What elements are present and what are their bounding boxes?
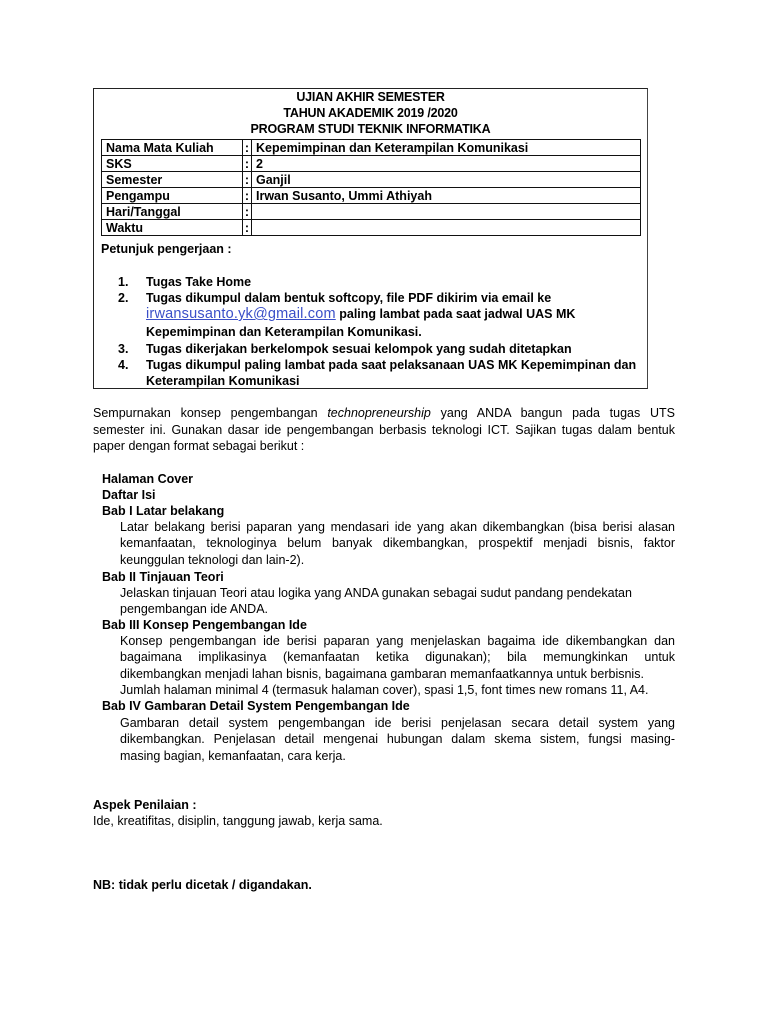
assessment-criteria: Ide, kreatifitas, disiplin, tanggung jawab, kerja sama. [93, 814, 383, 828]
row-value [252, 204, 641, 220]
item-number: 3. [118, 342, 129, 356]
item-text: Tugas dikerjakan berkelompok sesuai kelompok yang sudah ditetapkan [146, 342, 572, 356]
outline-toc: Daftar Isi [102, 488, 156, 502]
study-program: PROGRAM STUDI TEKNIK INFORMATIKA [250, 122, 491, 136]
row-label: Waktu [102, 220, 243, 236]
intro-italic-term: technopreneurship [327, 406, 431, 420]
course-info-table [101, 139, 641, 236]
note: NB: tidak perlu dicetak / digandakan. [93, 878, 312, 892]
section-description [120, 585, 675, 618]
row-value: Kepemimpinan dan Keterampilan Komunikasi [252, 140, 641, 156]
item-text: Kepemimpinan dan Keterampilan Komunikasi. [146, 325, 422, 339]
outline-cover: Halaman Cover [102, 472, 194, 486]
section-line: Gambaran detail system pengembangan ide berisi penjelasan secara detail system yang [120, 716, 675, 730]
section-line: masing bagian, kemanfaatan, cara kerja. [120, 748, 346, 763]
item-text-email-line [146, 306, 646, 322]
instructions-title: Petunjuk pengerjaan : [101, 242, 232, 256]
section-line: Jelaskan tinjauan Teori atau logika yang ANDA gunakan sebagai sudut pandang pendekatan [120, 586, 632, 600]
section-line: bagaimana implikasinya (kemanfaatan ketika digunakan); bila memungkinkan untuk [120, 650, 675, 665]
email-link[interactable]: irwansusanto.yk@gmail.com [146, 306, 336, 322]
academic-year: TAHUN AKADEMIK 2019 /2020 [283, 106, 458, 120]
table-row [102, 156, 641, 172]
section-line: Jumlah halaman minimal 4 (termasuk halaman cover), spasi 1,5, font times new romans 11, A4. [120, 683, 649, 698]
row-label: Nama Mata Kuliah [102, 140, 243, 156]
item-text: paling lambat pada saat jadwal UAS MK [335, 307, 576, 321]
row-label: Semester [102, 172, 243, 188]
intro-line [93, 405, 675, 422]
row-label: SKS [102, 156, 243, 172]
row-separator: : [243, 220, 252, 236]
section-title: Bab I Latar belakang [102, 504, 225, 518]
row-separator: : [243, 204, 252, 220]
row-value: Irwan Susanto, Ummi Athiyah [252, 188, 641, 204]
row-value [252, 220, 641, 236]
item-text: Tugas Take Home [146, 275, 252, 289]
row-separator: : [243, 140, 252, 156]
row-separator: : [243, 188, 252, 204]
item-text: Tugas dikumpul paling lambat pada saat pelaksanaan UAS MK Kepemimpinan dan [146, 358, 637, 372]
item-number: 1. [118, 275, 129, 289]
section-title: Bab II Tinjauan Teori [102, 570, 224, 584]
intro-text: Sempurnakan konsep pengembangan [93, 406, 328, 420]
section-title: Bab IV Gambaran Detail System Pengembangan Ide [102, 699, 410, 713]
section-line: Konsep pengembangan ide berisi paparan yang menjelaskan bagaima ide dikembangkan dan [120, 634, 675, 648]
row-separator: : [243, 156, 252, 172]
section-line: dikembangkan menjadi lahan bisnis, bagaimana gambaran memanfaatkannya untuk berbisnis. [120, 666, 644, 681]
item-text: Keterampilan Komunikasi [146, 374, 300, 388]
row-value: 2 [252, 156, 641, 172]
section-description [120, 519, 675, 568]
section-line: Latar belakang berisi paparan yang mendasari ide yang akan dikembangkan (bisa berisi alasan [120, 520, 675, 534]
section-line: pengembangan ide ANDA. [120, 602, 269, 617]
section-title: Bab III Konsep Pengembangan Ide [102, 618, 307, 632]
section-line: kemanfaatan, teknologinya belum banyak dikembangkan, prospektif menjadi bisnis, faktor [120, 536, 675, 551]
exam-header-box [93, 88, 648, 389]
item-text: Tugas dikumpul dalam bentuk softcopy, file PDF dikirim via email ke [146, 291, 552, 305]
item-number: 4. [118, 358, 129, 372]
row-label: Hari/Tanggal [102, 204, 243, 220]
table-row [102, 220, 641, 236]
section-description [120, 715, 675, 764]
section-line: keunggulan teknologi dan lain-2). [120, 552, 305, 567]
table-row [102, 204, 641, 220]
table-row [102, 140, 641, 156]
intro-paragraph [93, 405, 675, 455]
table-row [102, 188, 641, 204]
item-number: 2. [118, 291, 129, 305]
section-description [120, 633, 675, 699]
assessment-title: Aspek Penilaian : [93, 798, 197, 812]
intro-line: paper dengan format sebagai berikut : [93, 439, 305, 453]
intro-text: yang ANDA bangun pada tugas UTS [430, 406, 675, 420]
section-line: dikembangkan. Penjelasan detail mengenai hubungan dalam skema sistem, fungsi masing- [120, 732, 675, 747]
instruction-item [118, 290, 638, 340]
table-row [102, 172, 641, 188]
row-label: Pengampu [102, 188, 243, 204]
row-value: Ganjil [252, 172, 641, 188]
intro-line: semester ini. Gunakan dasar ide pengembangan berbasis teknologi ICT. Sajikan tugas dalam bentuk [93, 422, 675, 437]
exam-title: UJIAN AKHIR SEMESTER [296, 90, 445, 104]
row-separator: : [243, 172, 252, 188]
